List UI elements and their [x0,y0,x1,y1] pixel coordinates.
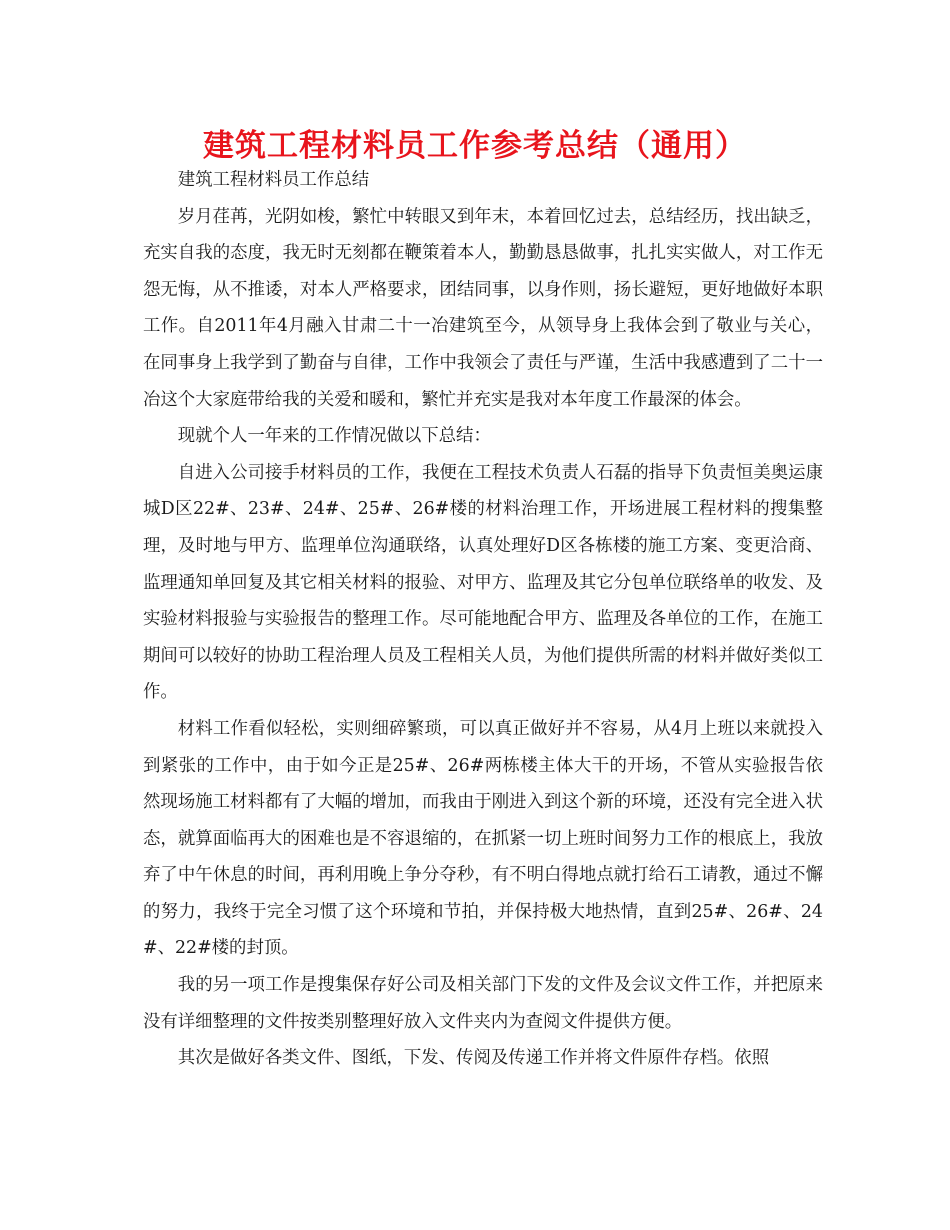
body-paragraph: 材料工作看似轻松，实则细碎繁琐，可以真正做好并不容易，从4月上班以来就投入到紧张的工作中，由于如今正是25#、26#两栋楼主体大干的开场，不管从实验报告依然现场施工材料都有了大幅的增加，而我由于刚进入到这个新的环境，还没有完全进入状态，就算面临再大的困难也是不容退缩的，在抓紧一切上班时间努力工作的根底上，我放弃了中午休息的时间，再利用晚上争分夺秒，有不明白得地点就打给石工请教，通过不懈的努力，我终于完全习惯了这个环境和节拍，并保持极大地热情，直到25#、26#、24#、22#楼的封顶。 [143,718,823,959]
document-body [143,162,823,1077]
subtitle-paragraph: 建筑工程材料员工作总结 [177,170,370,190]
body-paragraph: 我的另一项工作是搜集保存好公司及相关部门下发的文件及会议文件工作，并把原来没有详细整理的文件按类别整理好放入文件夹内为查阅文件提供方便。 [143,975,823,1032]
summary-lead-paragraph: 现就个人一年来的工作情况做以下总结： [177,426,491,447]
body-paragraph: 自进入公司接手材料员的工作，我便在工程技术负责人石磊的指导下负责恒美奥运康城D区22#、23#、24#、25#、26#楼的材料治理工作，开场进展工程材料的搜集整理，及时地与甲方、监理单位沟通联络，认真处理好D区各栋楼的施工方案、变更洽商、监理通知单回复及其它相关材料的报验、对甲方、监理及其它分包单位联络单的收发、及实验材料报验与实验报告的整理工作。尽可能地配合甲方、监理及各单位的工作，在施工期间可以较好的协助工程治理人员及工程相关人员，为他们提供所需的材料并做好类似工作。 [143,462,823,703]
intro-paragraph: 岁月荏苒，光阴如梭，繁忙中转眼又到年末，本着回忆过去，总结经历，找出缺乏，充实自我的态度，我无时无刻都在鞭策着本人，勤勤恳恳做事，扎扎实实做人，对工作无怨无悔，从不推诿，对本人严格要求，团结同事，以身作则，扬长避短，更好地做好本职工作。自2011年4月融入甘肃二十一冶建筑至今，从领导身上我体会到了敬业与关心，在同事身上我学到了勤奋与自律，工作中我领会了责任与严谨，生活中我感遭到了二十一冶这个大家庭带给我的关爱和暖和，繁忙并充实是我对本年度工作最深的体会。 [143,206,823,410]
document-title: 建筑工程材料员工作参考总结（通用） [203,128,747,164]
body-paragraph: 其次是做好各类文件、图纸，下发、传阅及传递工作并将文件原件存档。依照 [177,1048,770,1069]
